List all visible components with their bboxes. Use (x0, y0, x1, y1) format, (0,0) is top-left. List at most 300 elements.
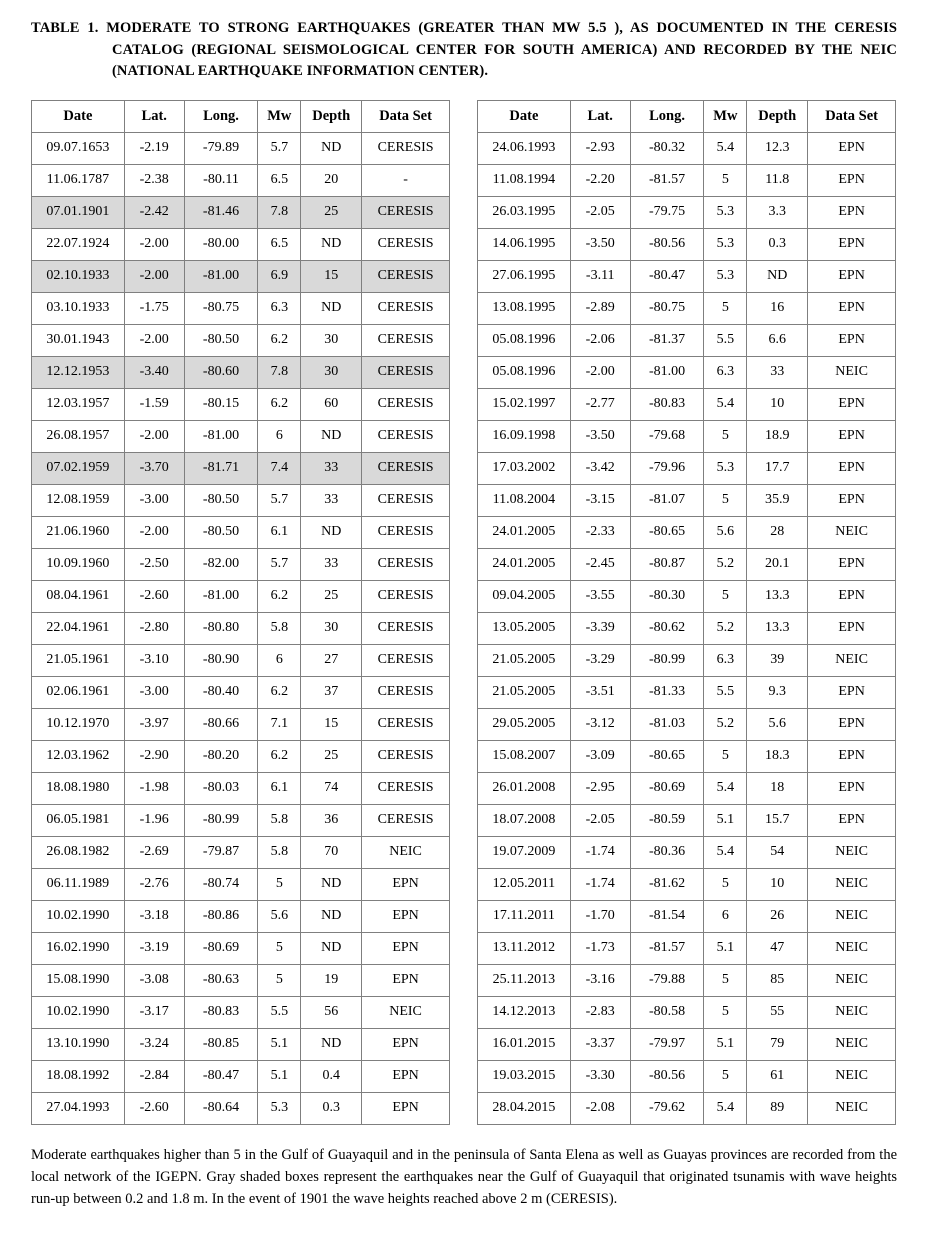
cell-long: -80.58 (630, 996, 704, 1028)
table-row (32, 548, 450, 580)
cell-date: 08.04.1961 (32, 580, 125, 612)
cell-dataset: EPN (808, 484, 896, 516)
cell-mw: 5.3 (704, 228, 747, 260)
cell-depth: 70 (301, 836, 362, 868)
cell-mw: 6.5 (258, 228, 301, 260)
table-row (478, 932, 896, 964)
cell-dataset: CERESIS (362, 452, 450, 484)
cell-lat: -2.00 (570, 356, 630, 388)
cell-long: -80.59 (630, 804, 704, 836)
cell-depth: 36 (301, 804, 362, 836)
col-header-date: Date (478, 100, 571, 132)
cell-mw: 6 (704, 900, 747, 932)
cell-long: -80.56 (630, 1060, 704, 1092)
cell-depth: 25 (301, 196, 362, 228)
cell-date: 12.05.2011 (478, 868, 571, 900)
cell-depth: 18 (747, 772, 808, 804)
cell-dataset: EPN (362, 964, 450, 996)
cell-date: 09.04.2005 (478, 580, 571, 612)
cell-dataset: NEIC (808, 644, 896, 676)
table-row (32, 580, 450, 612)
table-row (32, 932, 450, 964)
table-row (32, 228, 450, 260)
cell-lat: -3.50 (570, 420, 630, 452)
cell-lat: -1.73 (570, 932, 630, 964)
cell-mw: 5.3 (704, 196, 747, 228)
cell-depth: 12.3 (747, 132, 808, 164)
cell-depth: 0.3 (747, 228, 808, 260)
cell-lat: -2.00 (124, 516, 184, 548)
cell-long: -80.30 (630, 580, 704, 612)
cell-mw: 5.6 (704, 516, 747, 548)
cell-long: -80.50 (184, 324, 258, 356)
table-row (32, 388, 450, 420)
cell-long: -80.75 (630, 292, 704, 324)
cell-mw: 5.3 (258, 1092, 301, 1124)
cell-dataset: EPN (808, 260, 896, 292)
cell-depth: ND (747, 260, 808, 292)
table-body-right (478, 132, 896, 1124)
table-row (32, 772, 450, 804)
table-row (478, 868, 896, 900)
cell-long: -80.64 (184, 1092, 258, 1124)
cell-date: 10.02.1990 (32, 996, 125, 1028)
cell-depth: 15 (301, 708, 362, 740)
cell-depth: ND (301, 228, 362, 260)
cell-date: 26.03.1995 (478, 196, 571, 228)
cell-dataset: CERESIS (362, 292, 450, 324)
cell-date: 19.03.2015 (478, 1060, 571, 1092)
cell-lat: -1.59 (124, 388, 184, 420)
cell-date: 24.01.2005 (478, 516, 571, 548)
cell-lat: -2.38 (124, 164, 184, 196)
cell-lat: -3.09 (570, 740, 630, 772)
cell-mw: 5 (704, 1060, 747, 1092)
cell-depth: 89 (747, 1092, 808, 1124)
cell-long: -80.50 (184, 484, 258, 516)
cell-dataset: EPN (362, 932, 450, 964)
cell-dataset: EPN (808, 804, 896, 836)
table-row (478, 164, 896, 196)
cell-dataset: CERESIS (362, 580, 450, 612)
cell-lat: -3.10 (124, 644, 184, 676)
cell-lat: -3.19 (124, 932, 184, 964)
cell-dataset: EPN (362, 1060, 450, 1092)
cell-lat: -3.70 (124, 452, 184, 484)
cell-lat: -2.69 (124, 836, 184, 868)
cell-lat: -2.80 (124, 612, 184, 644)
cell-lat: -3.37 (570, 1028, 630, 1060)
table-row (478, 996, 896, 1028)
cell-date: 14.06.1995 (478, 228, 571, 260)
table-row (32, 420, 450, 452)
table-row (32, 740, 450, 772)
cell-date: 11.08.2004 (478, 484, 571, 516)
cell-dataset: EPN (362, 868, 450, 900)
cell-date: 07.01.1901 (32, 196, 125, 228)
cell-dataset: NEIC (808, 964, 896, 996)
cell-depth: 56 (301, 996, 362, 1028)
table-row (478, 516, 896, 548)
table-row (478, 420, 896, 452)
cell-long: -80.47 (184, 1060, 258, 1092)
cell-long: -79.68 (630, 420, 704, 452)
cell-mw: 6.2 (258, 676, 301, 708)
cell-mw: 5.4 (704, 388, 747, 420)
cell-dataset: EPN (362, 1028, 450, 1060)
cell-depth: 9.3 (747, 676, 808, 708)
table-row (32, 836, 450, 868)
cell-mw: 6.2 (258, 740, 301, 772)
cell-depth: 27 (301, 644, 362, 676)
col-header-lat: Lat. (124, 100, 184, 132)
cell-date: 10.12.1970 (32, 708, 125, 740)
cell-depth: 47 (747, 932, 808, 964)
cell-lat: -3.12 (570, 708, 630, 740)
cell-mw: 5.7 (258, 132, 301, 164)
cell-long: -80.11 (184, 164, 258, 196)
cell-dataset: CERESIS (362, 420, 450, 452)
cell-depth: 79 (747, 1028, 808, 1060)
cell-long: -80.83 (184, 996, 258, 1028)
cell-mw: 5 (704, 484, 747, 516)
cell-lat: -2.08 (570, 1092, 630, 1124)
cell-date: 15.02.1997 (478, 388, 571, 420)
table-row (478, 1060, 896, 1092)
cell-lat: -3.00 (124, 676, 184, 708)
cell-date: 25.11.2013 (478, 964, 571, 996)
cell-date: 28.04.2015 (478, 1092, 571, 1124)
cell-dataset: CERESIS (362, 260, 450, 292)
cell-mw: 5.1 (704, 1028, 747, 1060)
cell-dataset: NEIC (808, 356, 896, 388)
cell-long: -81.07 (630, 484, 704, 516)
cell-date: 12.03.1962 (32, 740, 125, 772)
cell-long: -81.57 (630, 932, 704, 964)
cell-long: -80.87 (630, 548, 704, 580)
cell-depth: 37 (301, 676, 362, 708)
cell-lat: -2.83 (570, 996, 630, 1028)
cell-long: -81.37 (630, 324, 704, 356)
cell-mw: 6.2 (258, 580, 301, 612)
cell-dataset: CERESIS (362, 196, 450, 228)
cell-long: -80.80 (184, 612, 258, 644)
cell-date: 14.12.2013 (478, 996, 571, 1028)
cell-dataset: EPN (808, 548, 896, 580)
cell-depth: 20 (301, 164, 362, 196)
cell-mw: 5.4 (704, 836, 747, 868)
cell-long: -80.56 (630, 228, 704, 260)
cell-lat: -1.75 (124, 292, 184, 324)
cell-long: -80.15 (184, 388, 258, 420)
cell-long: -80.63 (184, 964, 258, 996)
cell-dataset: CERESIS (362, 708, 450, 740)
cell-date: 13.11.2012 (478, 932, 571, 964)
cell-date: 16.02.1990 (32, 932, 125, 964)
cell-date: 13.08.1995 (478, 292, 571, 324)
table-row (478, 228, 896, 260)
table-row (32, 644, 450, 676)
cell-date: 21.06.1960 (32, 516, 125, 548)
cell-dataset: EPN (362, 900, 450, 932)
cell-mw: 5 (704, 964, 747, 996)
cell-date: 12.03.1957 (32, 388, 125, 420)
cell-mw: 5.8 (258, 836, 301, 868)
table-row (478, 804, 896, 836)
cell-long: -80.99 (630, 644, 704, 676)
cell-depth: ND (301, 516, 362, 548)
cell-lat: -3.42 (570, 452, 630, 484)
cell-long: -80.40 (184, 676, 258, 708)
cell-lat: -1.98 (124, 772, 184, 804)
cell-date: 22.07.1924 (32, 228, 125, 260)
table-row (478, 548, 896, 580)
cell-depth: 33 (301, 452, 362, 484)
cell-long: -81.62 (630, 868, 704, 900)
cell-long: -80.69 (630, 772, 704, 804)
cell-depth: 11.8 (747, 164, 808, 196)
cell-depth: 55 (747, 996, 808, 1028)
cell-date: 10.02.1990 (32, 900, 125, 932)
cell-depth: 60 (301, 388, 362, 420)
cell-mw: 5.1 (704, 932, 747, 964)
cell-long: -80.69 (184, 932, 258, 964)
cell-lat: -2.42 (124, 196, 184, 228)
col-header-dataset: Data Set (808, 100, 896, 132)
table-header-row (32, 100, 450, 132)
cell-mw: 5 (704, 740, 747, 772)
cell-lat: -2.00 (124, 420, 184, 452)
table-row (478, 356, 896, 388)
table-row (478, 900, 896, 932)
cell-lat: -2.93 (570, 132, 630, 164)
cell-long: -79.75 (630, 196, 704, 228)
cell-long: -80.47 (630, 260, 704, 292)
cell-mw: 6.1 (258, 772, 301, 804)
earthquake-table-left (31, 100, 450, 1125)
cell-mw: 5.1 (704, 804, 747, 836)
table-row (478, 484, 896, 516)
cell-depth: 10 (747, 388, 808, 420)
cell-date: 24.01.2005 (478, 548, 571, 580)
table-row (478, 1092, 896, 1124)
cell-dataset: EPN (362, 1092, 450, 1124)
cell-mw: 5.2 (704, 612, 747, 644)
cell-date: 26.08.1957 (32, 420, 125, 452)
cell-date: 24.06.1993 (478, 132, 571, 164)
cell-mw: 6.5 (258, 164, 301, 196)
cell-lat: -2.76 (124, 868, 184, 900)
cell-mw: 5 (258, 964, 301, 996)
cell-lat: -2.33 (570, 516, 630, 548)
table-row (32, 676, 450, 708)
cell-date: 27.04.1993 (32, 1092, 125, 1124)
cell-date: 12.12.1953 (32, 356, 125, 388)
cell-depth: 0.3 (301, 1092, 362, 1124)
cell-depth: 25 (301, 740, 362, 772)
cell-date: 26.08.1982 (32, 836, 125, 868)
cell-mw: 5.4 (704, 772, 747, 804)
cell-date: 17.11.2011 (478, 900, 571, 932)
tables-container (31, 100, 896, 1125)
table-row (478, 260, 896, 292)
cell-depth: 6.6 (747, 324, 808, 356)
cell-mw: 5 (704, 868, 747, 900)
table-row (478, 676, 896, 708)
cell-lat: -3.40 (124, 356, 184, 388)
table-row (32, 1092, 450, 1124)
cell-lat: -2.77 (570, 388, 630, 420)
cell-lat: -2.19 (124, 132, 184, 164)
col-header-mw: Mw (258, 100, 301, 132)
cell-lat: -1.70 (570, 900, 630, 932)
cell-mw: 5.4 (704, 132, 747, 164)
cell-long: -81.00 (630, 356, 704, 388)
cell-dataset: NEIC (362, 836, 450, 868)
col-header-long: Long. (184, 100, 258, 132)
cell-long: -80.86 (184, 900, 258, 932)
cell-lat: -2.00 (124, 260, 184, 292)
cell-long: -81.00 (184, 260, 258, 292)
table-row (478, 132, 896, 164)
table-row (478, 772, 896, 804)
cell-lat: -3.39 (570, 612, 630, 644)
cell-date: 19.07.2009 (478, 836, 571, 868)
cell-mw: 6.2 (258, 324, 301, 356)
table-row (478, 708, 896, 740)
cell-mw: 6 (258, 644, 301, 676)
cell-dataset: EPN (808, 292, 896, 324)
cell-date: 15.08.2007 (478, 740, 571, 772)
cell-mw: 6 (258, 420, 301, 452)
cell-depth: 15 (301, 260, 362, 292)
cell-depth: 33 (747, 356, 808, 388)
cell-dataset: - (362, 164, 450, 196)
cell-lat: -2.84 (124, 1060, 184, 1092)
cell-dataset: EPN (808, 612, 896, 644)
cell-depth: 17.7 (747, 452, 808, 484)
cell-long: -80.65 (630, 740, 704, 772)
cell-lat: -2.95 (570, 772, 630, 804)
cell-lat: -3.18 (124, 900, 184, 932)
cell-long: -80.03 (184, 772, 258, 804)
cell-long: -79.97 (630, 1028, 704, 1060)
cell-dataset: EPN (808, 708, 896, 740)
cell-long: -81.46 (184, 196, 258, 228)
cell-depth: 54 (747, 836, 808, 868)
cell-lat: -2.89 (570, 292, 630, 324)
cell-dataset: CERESIS (362, 324, 450, 356)
cell-depth: 30 (301, 356, 362, 388)
cell-mw: 6.2 (258, 388, 301, 420)
cell-dataset: EPN (808, 164, 896, 196)
cell-depth: 20.1 (747, 548, 808, 580)
earthquake-table-right (477, 100, 896, 1125)
cell-long: -80.74 (184, 868, 258, 900)
cell-dataset: EPN (808, 228, 896, 260)
cell-depth: 30 (301, 612, 362, 644)
table-row (478, 452, 896, 484)
cell-mw: 7.1 (258, 708, 301, 740)
cell-mw: 5 (704, 420, 747, 452)
cell-date: 26.01.2008 (478, 772, 571, 804)
cell-long: -81.33 (630, 676, 704, 708)
table-row (478, 836, 896, 868)
cell-dataset: CERESIS (362, 548, 450, 580)
cell-lat: -3.17 (124, 996, 184, 1028)
table-row (32, 292, 450, 324)
table-row (32, 132, 450, 164)
cell-mw: 5 (704, 580, 747, 612)
cell-depth: 16 (747, 292, 808, 324)
cell-mw: 5 (258, 932, 301, 964)
cell-date: 17.03.2002 (478, 452, 571, 484)
table-row (32, 708, 450, 740)
cell-depth: ND (301, 292, 362, 324)
cell-mw: 5.7 (258, 548, 301, 580)
cell-lat: -2.05 (570, 196, 630, 228)
table-row (32, 516, 450, 548)
cell-long: -80.50 (184, 516, 258, 548)
cell-date: 18.07.2008 (478, 804, 571, 836)
cell-lat: -3.00 (124, 484, 184, 516)
cell-dataset: CERESIS (362, 612, 450, 644)
cell-long: -80.65 (630, 516, 704, 548)
table-row (32, 804, 450, 836)
cell-depth: 5.6 (747, 708, 808, 740)
table-row (478, 740, 896, 772)
cell-dataset: CERESIS (362, 516, 450, 548)
cell-mw: 5 (704, 164, 747, 196)
table-row (32, 868, 450, 900)
cell-date: 18.08.1992 (32, 1060, 125, 1092)
cell-long: -80.99 (184, 804, 258, 836)
cell-lat: -2.06 (570, 324, 630, 356)
cell-mw: 5.1 (258, 1060, 301, 1092)
cell-long: -80.90 (184, 644, 258, 676)
cell-depth: 0.4 (301, 1060, 362, 1092)
col-header-mw: Mw (704, 100, 747, 132)
cell-dataset: CERESIS (362, 740, 450, 772)
cell-mw: 5 (258, 868, 301, 900)
cell-date: 02.10.1933 (32, 260, 125, 292)
col-header-depth: Depth (747, 100, 808, 132)
cell-dataset: EPN (808, 420, 896, 452)
cell-mw: 5.6 (258, 900, 301, 932)
table-row (478, 196, 896, 228)
cell-depth: 39 (747, 644, 808, 676)
cell-lat: -2.00 (124, 228, 184, 260)
cell-date: 22.04.1961 (32, 612, 125, 644)
cell-date: 12.08.1959 (32, 484, 125, 516)
cell-dataset: CERESIS (362, 804, 450, 836)
cell-long: -81.54 (630, 900, 704, 932)
cell-dataset: CERESIS (362, 228, 450, 260)
cell-long: -80.66 (184, 708, 258, 740)
col-header-date: Date (32, 100, 125, 132)
cell-date: 10.09.1960 (32, 548, 125, 580)
cell-depth: 74 (301, 772, 362, 804)
cell-long: -80.32 (630, 132, 704, 164)
cell-mw: 5.2 (704, 708, 747, 740)
table-row (478, 644, 896, 676)
cell-dataset: CERESIS (362, 484, 450, 516)
cell-lat: -3.30 (570, 1060, 630, 1092)
cell-dataset: NEIC (808, 900, 896, 932)
cell-dataset: CERESIS (362, 356, 450, 388)
cell-lat: -1.74 (570, 836, 630, 868)
cell-depth: 18.9 (747, 420, 808, 452)
